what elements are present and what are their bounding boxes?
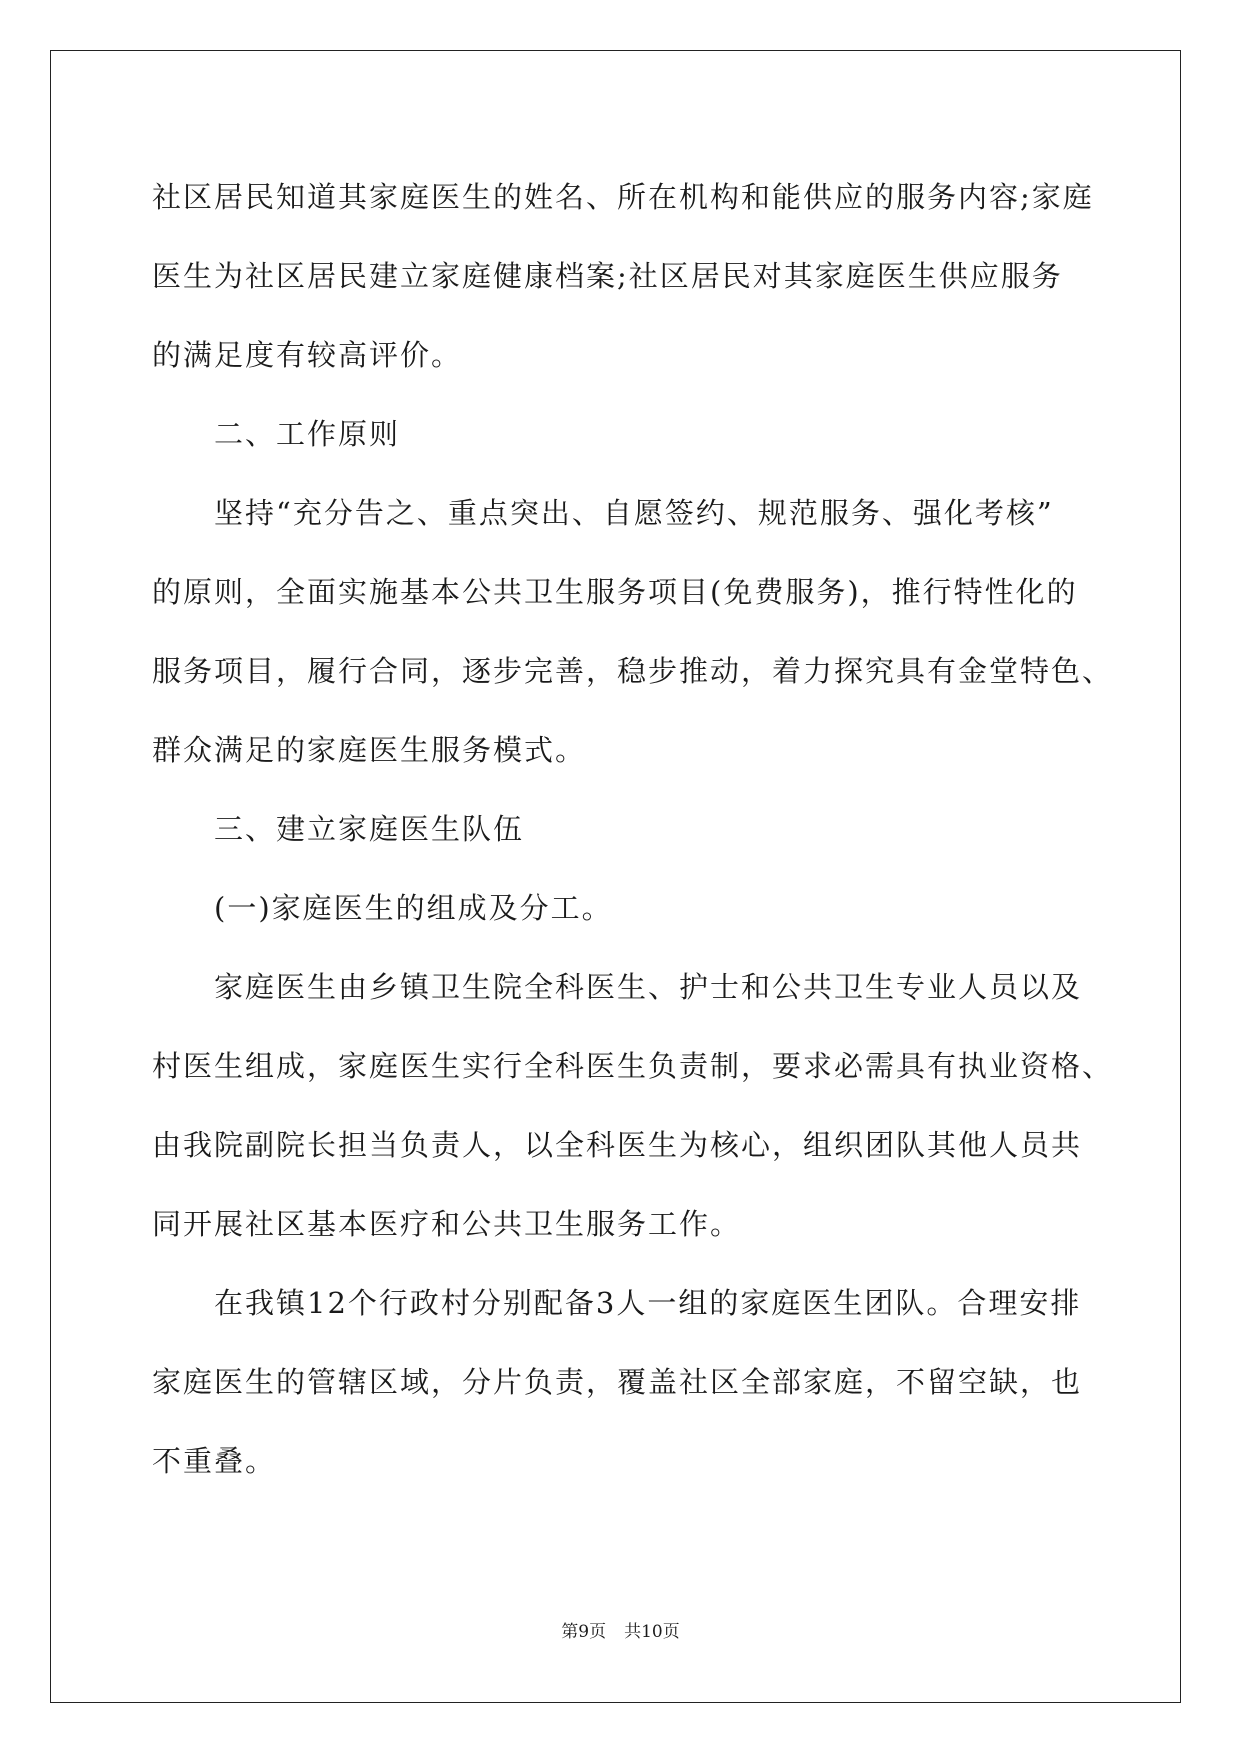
section-heading: 三、建立家庭医生队伍 (214, 812, 525, 846)
page-total: 共10页 (624, 1622, 680, 1642)
body-line: 家庭医生的管辖区域，分片负责，覆盖社区全部家庭，不留空缺，也 (152, 1365, 1083, 1399)
document-body (152, 158, 1114, 1501)
body-line: 社区居民知道其家庭医生的姓名、所在机构和能供应的服务内容;家庭 (152, 180, 1094, 214)
body-line: 的原则，全面实施基本公共卫生服务项目(免费服务)，推行特性化的 (152, 575, 1078, 609)
subsection-heading: (一)家庭医生的组成及分工。 (214, 891, 613, 925)
section-heading: 二、工作原则 (214, 417, 401, 451)
body-line: 的满足度有较高评价。 (152, 338, 463, 372)
body-line: 村医生组成，家庭医生实行全科医生负责制，要求必需具有执业资格、 (152, 1049, 1114, 1083)
body-line: 坚持“充分告之、重点突出、自愿签约、规范服务、强化考核” (214, 496, 1054, 530)
page-number: 第9页 (561, 1622, 607, 1642)
page-footer (0, 1617, 1241, 1642)
body-line: 不重叠。 (152, 1444, 277, 1478)
body-line: 在我镇12个行政村分别配备3人一组的家庭医生团队。合理安排 (214, 1286, 1082, 1320)
body-line: 家庭医生由乡镇卫生院全科医生、护士和公共卫生专业人员以及 (214, 970, 1083, 1004)
body-line: 同开展社区基本医疗和公共卫生服务工作。 (152, 1207, 742, 1241)
body-line: 服务项目，履行合同，逐步完善，稳步推动，着力探究具有金堂特色、 (152, 654, 1114, 688)
body-line: 医生为社区居民建立家庭健康档案;社区居民对其家庭医生供应服务 (152, 259, 1063, 293)
body-line: 群众满足的家庭医生服务模式。 (152, 733, 587, 767)
body-line: 由我院副院长担当负责人，以全科医生为核心，组织团队其他人员共 (152, 1128, 1083, 1162)
